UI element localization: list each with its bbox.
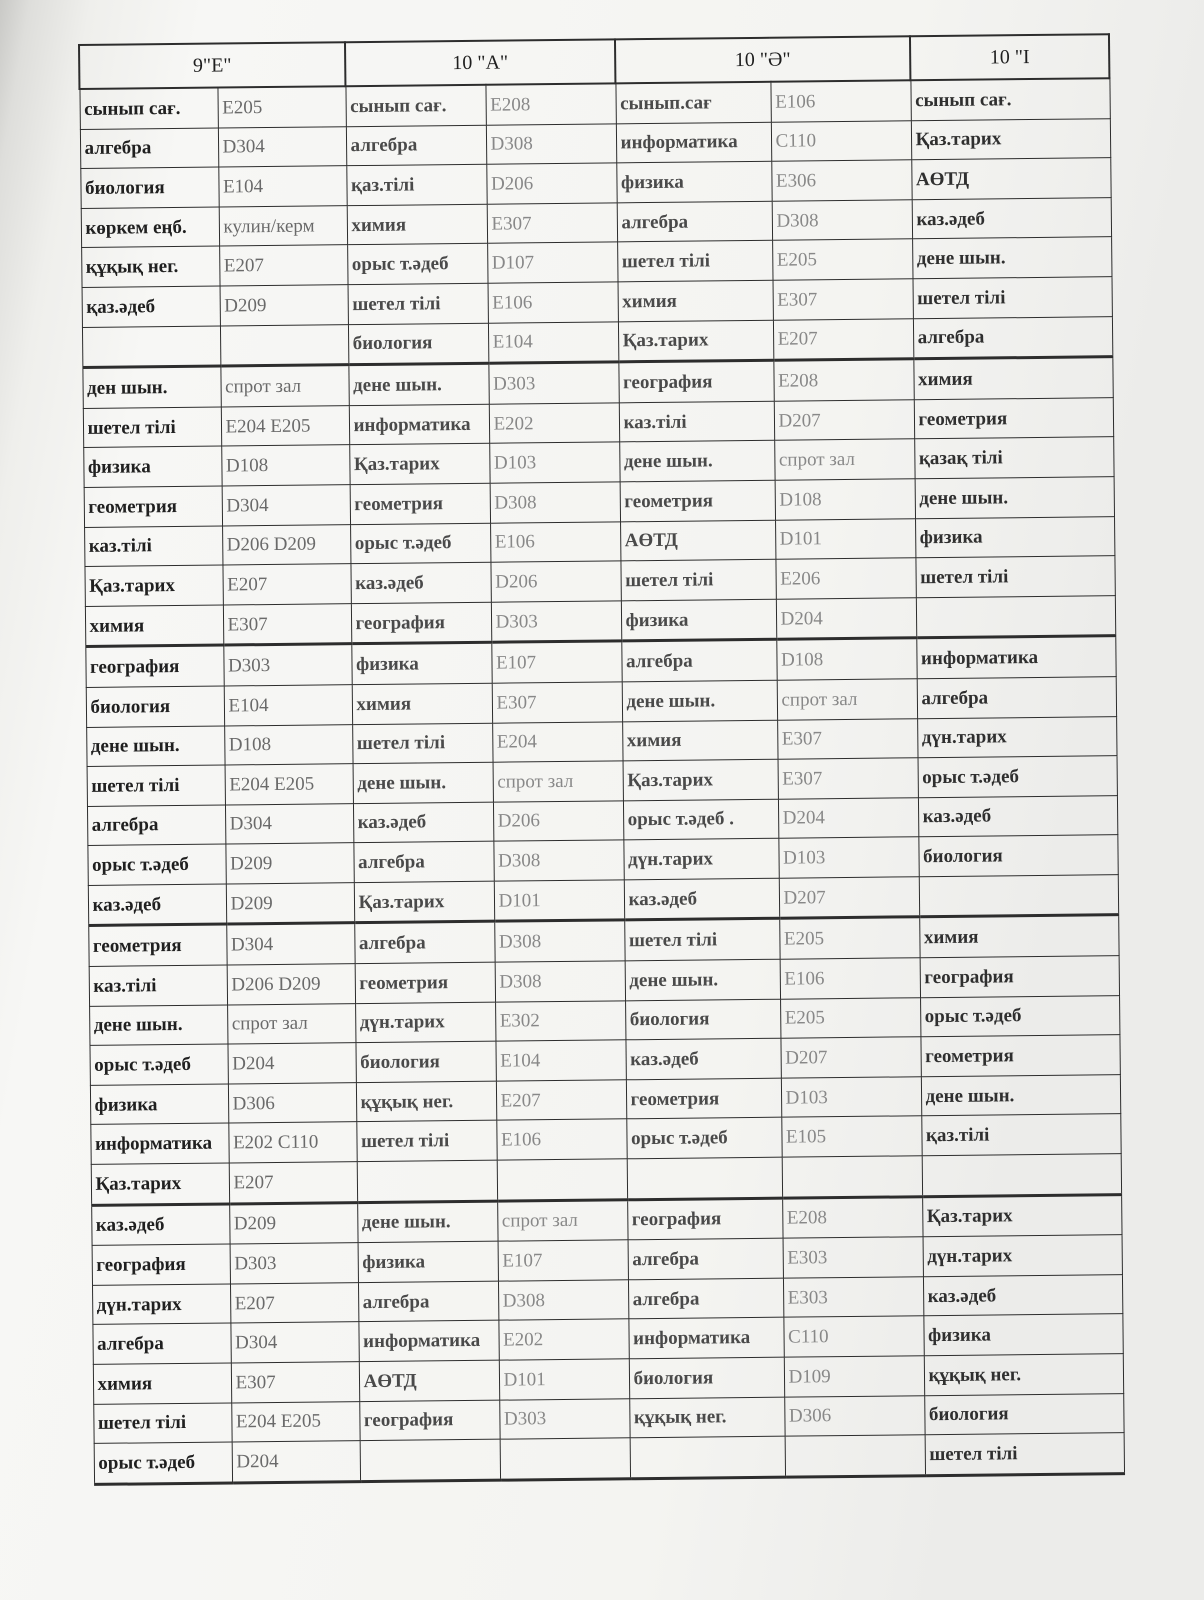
subject-cell: каз.әдеб: [923, 1274, 1122, 1316]
room-cell: D303: [223, 644, 351, 686]
subject-cell: биология: [625, 999, 780, 1040]
timetable: [78, 33, 1123, 1485]
subject-cell: каз.тілі: [619, 401, 774, 442]
class-header-9e: 9"Е": [79, 42, 345, 89]
subject-cell: биология: [86, 686, 224, 727]
room-cell: Е106: [496, 1119, 626, 1160]
room-cell: D108: [224, 724, 352, 765]
subject-cell: алгебра: [628, 1278, 783, 1319]
class-header-10a: 10 "А": [345, 39, 615, 86]
subject-cell: [922, 1154, 1121, 1197]
room-cell: Е205: [217, 86, 345, 127]
subject-cell: [627, 1157, 782, 1199]
room-cell: D308: [495, 961, 625, 1002]
room-cell: D107: [487, 242, 617, 283]
subject-cell: география: [627, 1198, 782, 1240]
subject-cell: каз.тілі: [84, 526, 222, 567]
subject-cell: дене шын.: [622, 680, 777, 721]
subject-cell: геометрия: [626, 1078, 781, 1119]
subject-cell: химия: [352, 683, 492, 724]
subject-cell: дүн.тарих: [917, 716, 1116, 758]
subject-cell: физика: [90, 1084, 228, 1125]
subject-cell: сынып сағ.: [910, 78, 1109, 120]
subject-cell: каз.әдеб: [912, 197, 1111, 239]
room-cell: D209: [226, 883, 354, 925]
subject-cell: дене шын.: [921, 1074, 1120, 1116]
subject-cell: физика: [351, 643, 491, 685]
room-cell: D206 D209: [222, 524, 350, 565]
room-cell: D101: [494, 880, 624, 922]
subject-cell: информатика: [916, 636, 1115, 679]
subject-cell: [82, 326, 220, 368]
room-cell: D206: [493, 801, 623, 842]
subject-cell: дене шын.: [348, 363, 488, 405]
subject-cell: алгебра: [92, 1323, 230, 1364]
room-cell: D304: [230, 1322, 358, 1363]
subject-cell: Қаз.тарих: [354, 881, 494, 923]
subject-cell: алгебра: [628, 1238, 783, 1279]
room-cell: Е208: [773, 359, 913, 401]
subject-cell: дүн.тарих: [355, 1002, 495, 1043]
subject-cell: каз.әдеб: [91, 1204, 229, 1246]
room-cell: Е307: [773, 279, 913, 320]
room-cell: кулин/керм: [219, 205, 347, 246]
subject-cell: физика: [358, 1241, 498, 1282]
subject-cell: дене шын.: [912, 237, 1111, 279]
room-cell: Е207: [496, 1080, 626, 1121]
room-cell: Е307: [231, 1362, 359, 1403]
subject-cell: каз.әдеб: [918, 795, 1117, 837]
room-cell: D308: [490, 482, 620, 523]
room-cell: Е307: [487, 203, 617, 244]
room-cell: С110: [783, 1316, 923, 1357]
room-cell: С110: [771, 120, 911, 161]
room-cell: Е208: [782, 1196, 922, 1238]
subject-cell: каз.әдеб: [350, 562, 490, 603]
subject-cell: Қаз.тарих: [911, 118, 1110, 160]
subject-cell: сынып сағ.: [79, 88, 217, 130]
room-cell: Е207: [219, 245, 347, 286]
subject-cell: дүн.тарих: [92, 1284, 230, 1325]
room-cell: Е104: [488, 321, 618, 363]
subject-cell: шетел тілі: [352, 723, 492, 764]
subject-cell: алгебра: [913, 316, 1112, 359]
room-cell: Е204 Е205: [221, 405, 349, 446]
subject-cell: құқық нег.: [629, 1397, 784, 1438]
room-cell: D308: [493, 840, 623, 881]
subject-cell: шетел тілі: [913, 277, 1112, 319]
room-cell: спрот зал: [493, 761, 623, 802]
subject-cell: алгебра: [353, 841, 493, 882]
room-cell: спрот зал: [220, 365, 348, 407]
subject-cell: алгебра: [80, 128, 218, 169]
subject-cell: каз.әдеб: [353, 802, 493, 843]
room-cell: Е207: [222, 564, 350, 605]
room-cell: Е204 Е205: [231, 1401, 359, 1442]
schedule-table: [78, 33, 1125, 1486]
subject-cell: дене шын.: [357, 1201, 497, 1243]
room-cell: D204: [778, 797, 918, 838]
subject-cell: [919, 875, 1118, 918]
room-cell: D108: [221, 445, 349, 486]
subject-cell: физика: [915, 516, 1114, 558]
subject-cell: география: [85, 645, 223, 687]
subject-cell: құқық нег.: [81, 246, 219, 287]
room-cell: D304: [225, 803, 353, 844]
subject-cell: информатика: [90, 1123, 228, 1164]
room-cell: D204: [776, 597, 916, 639]
subject-cell: орыс т.әдеб: [920, 995, 1119, 1037]
room-cell: D206: [486, 163, 616, 204]
subject-cell: шетел тілі: [925, 1433, 1124, 1476]
room-cell: Е105: [781, 1116, 921, 1157]
room-cell: D308: [772, 200, 912, 241]
subject-cell: құқық нег.: [924, 1354, 1123, 1396]
subject-cell: биология: [918, 835, 1117, 877]
subject-cell: [357, 1160, 497, 1202]
subject-cell: каз.тілі: [89, 965, 227, 1006]
subject-cell: информатика: [358, 1321, 498, 1362]
room-cell: Е207: [229, 1162, 357, 1204]
subject-cell: геометрия: [350, 483, 490, 524]
subject-cell: химия: [85, 605, 223, 647]
subject-cell: физика: [83, 446, 221, 487]
room-cell: [220, 324, 348, 366]
subject-cell: орыс т.әдеб: [918, 756, 1117, 798]
room-cell: D304: [222, 485, 350, 526]
room-cell: Е307: [223, 603, 351, 645]
subject-cell: Қаз.тарих: [84, 565, 222, 606]
subject-cell: ден шын.: [82, 366, 220, 408]
room-cell: Е204: [492, 721, 622, 762]
room-cell: Е106: [770, 80, 910, 122]
room-cell: [497, 1159, 627, 1201]
room-cell: D306: [784, 1395, 924, 1436]
subject-cell: биология: [924, 1393, 1123, 1435]
subject-cell: геометрия: [620, 480, 775, 521]
room-cell: Е107: [491, 641, 621, 683]
subject-cell: дүн.тарих: [923, 1235, 1122, 1277]
room-cell: D209: [220, 285, 348, 326]
room-cell: D304: [226, 923, 354, 965]
room-cell: Е205: [780, 997, 920, 1038]
room-cell: Е302: [495, 1000, 625, 1041]
subject-cell: дене шын.: [915, 477, 1114, 519]
subject-cell: дене шын.: [89, 1005, 227, 1046]
subject-cell: [360, 1439, 500, 1481]
subject-cell: АӨТД: [911, 158, 1110, 200]
room-cell: Е106: [488, 282, 618, 323]
subject-cell: геометрия: [88, 924, 226, 966]
subject-cell: информатика: [616, 122, 771, 163]
subject-cell: шетел тілі: [348, 283, 488, 324]
room-cell: Е104: [218, 166, 346, 207]
room-cell: D207: [774, 400, 914, 441]
room-cell: D207: [780, 1037, 920, 1078]
subject-cell: дене шын.: [625, 959, 780, 1000]
room-cell: Е106: [780, 958, 920, 999]
room-cell: D206 D209: [227, 964, 355, 1005]
subject-cell: Қаз.тарих: [623, 759, 778, 800]
subject-cell: химия: [913, 357, 1112, 400]
room-cell: D303: [488, 362, 618, 404]
subject-cell: АӨТД: [620, 520, 775, 561]
subject-cell: шетел тілі: [87, 765, 225, 806]
subject-cell: геометрия: [355, 962, 495, 1003]
subject-cell: география: [920, 956, 1119, 998]
subject-cell: көркем еңб.: [81, 207, 219, 248]
subject-cell: Қаз.тарих: [922, 1194, 1121, 1237]
room-cell: Е307: [778, 758, 918, 799]
schedule-body: [79, 78, 1124, 1484]
class-header-10i: 10 "І: [910, 34, 1109, 80]
room-cell: Е104: [224, 685, 352, 726]
room-cell: спрот зал: [777, 679, 917, 720]
subject-cell: шетел тілі: [93, 1403, 231, 1444]
subject-cell: дене шын.: [86, 726, 224, 767]
room-cell: D108: [775, 479, 915, 520]
room-cell: Е306: [771, 160, 911, 201]
room-cell: D303: [499, 1398, 629, 1439]
subject-cell: алгебра: [621, 640, 776, 682]
subject-cell: қаз.тілі: [346, 164, 486, 205]
room-cell: Е205: [772, 239, 912, 280]
subject-cell: шетел тілі: [356, 1121, 496, 1162]
room-cell: D304: [218, 126, 346, 167]
room-cell: Е106: [490, 521, 620, 562]
subject-cell: қазақ тілі: [914, 437, 1113, 479]
subject-cell: АӨТД: [359, 1360, 499, 1401]
room-cell: D206: [490, 561, 620, 602]
room-cell: Е208: [485, 83, 615, 124]
room-cell: [500, 1438, 630, 1480]
subject-cell: информатика: [349, 404, 489, 445]
subject-cell: Қаз.тарих: [349, 444, 489, 485]
room-cell: Е204 Е205: [225, 764, 353, 805]
room-cell: D204: [232, 1441, 360, 1483]
subject-cell: дене шын.: [619, 441, 774, 482]
subject-cell: алгебра: [617, 201, 772, 242]
subject-cell: химия: [919, 915, 1118, 958]
subject-cell: орыс т.әдеб: [94, 1442, 232, 1484]
room-cell: D207: [779, 877, 919, 919]
room-cell: Е207: [230, 1282, 358, 1323]
subject-cell: химия: [93, 1363, 231, 1404]
subject-cell: дүн.тарих: [623, 838, 778, 879]
subject-cell: география: [359, 1400, 499, 1441]
subject-cell: физика: [621, 599, 776, 641]
room-cell: D204: [227, 1043, 355, 1084]
room-cell: D103: [778, 837, 918, 878]
room-cell: D109: [784, 1356, 924, 1397]
subject-cell: каз.әдеб: [624, 878, 779, 920]
room-cell: D308: [486, 123, 616, 164]
subject-cell: орыс т.әдеб: [350, 523, 490, 564]
room-cell: Е107: [498, 1240, 628, 1281]
subject-cell: биология: [348, 323, 488, 365]
subject-cell: география: [92, 1244, 230, 1285]
subject-cell: каз.әдеб: [625, 1038, 780, 1079]
room-cell: Е207: [773, 318, 913, 360]
subject-cell: химия: [618, 280, 773, 321]
subject-cell: сынып сағ.: [345, 85, 485, 127]
subject-cell: шетел тілі: [915, 556, 1114, 598]
subject-cell: сынып.сағ: [615, 82, 770, 124]
subject-cell: информатика: [628, 1318, 783, 1359]
subject-cell: каз.әдеб: [88, 884, 226, 926]
subject-cell: биология: [355, 1041, 495, 1082]
room-cell: D308: [498, 1280, 628, 1321]
subject-cell: алгебра: [358, 1281, 498, 1322]
subject-cell: шетел тілі: [83, 407, 221, 448]
subject-cell: орыс т.әдеб .: [623, 799, 778, 840]
room-cell: Е206: [775, 558, 915, 599]
room-cell: D209: [225, 843, 353, 884]
room-cell: Е303: [783, 1237, 923, 1278]
subject-cell: биология: [629, 1357, 784, 1398]
subject-cell: биология: [80, 167, 218, 208]
subject-cell: орыс т.әдеб: [89, 1044, 227, 1085]
room-cell: Е202: [498, 1319, 628, 1360]
subject-cell: алгебра: [917, 677, 1116, 719]
subject-cell: геометрия: [920, 1035, 1119, 1077]
subject-cell: география: [618, 360, 773, 402]
room-cell: D101: [775, 518, 915, 559]
subject-cell: шетел тілі: [620, 559, 775, 600]
subject-cell: орыс т.әдеб: [87, 844, 225, 885]
room-cell: D101: [499, 1359, 629, 1400]
room-cell: Е202: [489, 403, 619, 444]
subject-cell: қаз.әдеб: [82, 286, 220, 327]
room-cell: D209: [229, 1202, 357, 1244]
room-cell: D306: [228, 1082, 356, 1123]
subject-cell: Қаз.тарих: [618, 320, 773, 362]
class-header-10ae: 10 "Ә": [615, 36, 910, 83]
room-cell: Е303: [783, 1277, 923, 1318]
room-cell: Е202 С110: [228, 1122, 356, 1163]
subject-cell: алгебра: [346, 125, 486, 166]
subject-cell: Қаз.тарих: [91, 1163, 229, 1205]
subject-cell: химия: [347, 204, 487, 245]
subject-cell: [630, 1436, 785, 1478]
room-cell: Е307: [777, 718, 917, 759]
subject-cell: дене шын.: [353, 762, 493, 803]
room-cell: [782, 1156, 922, 1198]
subject-cell: шетел тілі: [624, 919, 779, 961]
room-cell: спрот зал: [774, 439, 914, 480]
room-cell: [785, 1435, 925, 1477]
room-cell: D103: [489, 442, 619, 483]
room-cell: D108: [776, 638, 916, 680]
subject-cell: қаз.тілі: [921, 1114, 1120, 1156]
room-cell: Е104: [495, 1040, 625, 1081]
subject-cell: геометрия: [914, 397, 1113, 439]
subject-cell: шетел тілі: [617, 241, 772, 282]
subject-cell: алгебра: [354, 922, 494, 964]
subject-cell: алгебра: [87, 805, 225, 846]
subject-cell: физика: [923, 1314, 1122, 1356]
subject-cell: орыс т.әдеб: [626, 1118, 781, 1159]
subject-cell: география: [351, 602, 491, 644]
subject-cell: құқық нег.: [356, 1081, 496, 1122]
subject-cell: орыс т.әдеб: [347, 244, 487, 285]
room-cell: Е307: [492, 682, 622, 723]
room-cell: D303: [491, 601, 621, 643]
room-cell: спрот зал: [497, 1199, 627, 1241]
room-cell: D308: [494, 920, 624, 962]
subject-cell: химия: [622, 720, 777, 761]
subject-cell: физика: [616, 161, 771, 202]
subject-cell: геометрия: [84, 486, 222, 527]
subject-cell: [916, 595, 1115, 638]
room-cell: D303: [230, 1243, 358, 1284]
room-cell: Е205: [779, 917, 919, 959]
room-cell: спрот зал: [227, 1003, 355, 1044]
room-cell: D103: [781, 1077, 921, 1118]
